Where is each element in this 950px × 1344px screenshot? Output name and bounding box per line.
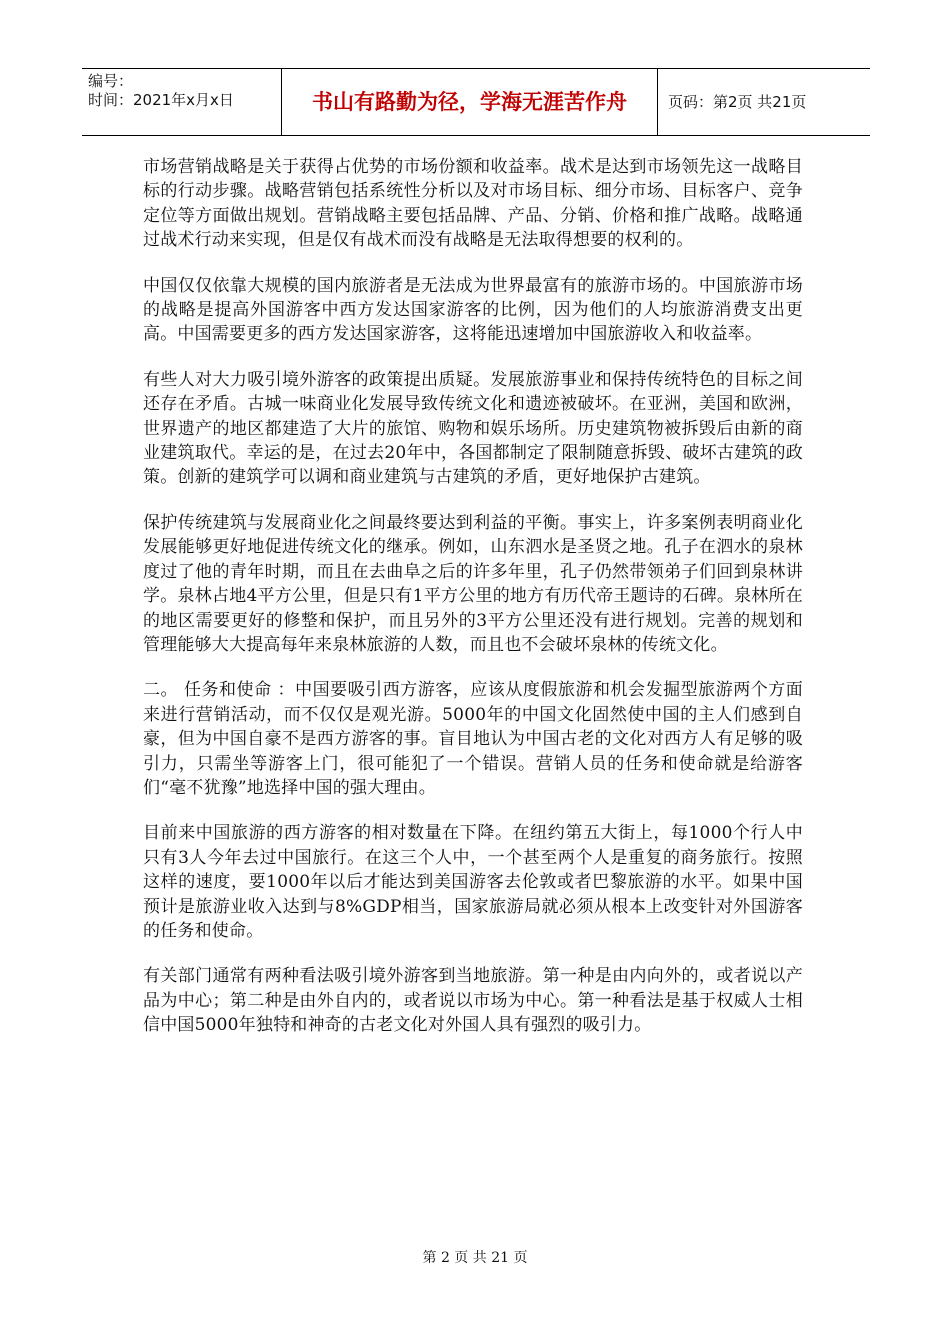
paragraph-heritage-balance: 保护传统建筑与发展商业化之间最终要达到利益的平衡。事实上，许多案例表明商业化发展能够更好地促进传统文化的继承。例如，山东泗水是圣贤之地。孔子在泗水的泉林度过了他的青年时期，而且在去曲阜之后的许多年里，孔子仍然带领弟子们回到泉林讲学。泉林占地4平方公里，但是只有1平方公里的地方有历代帝王题诗的石碑。泉林所在的地区需要更好的修整和保护，而且另外的3平方公里还没有进行规划。完善的规划和管理能够大大提高每年来泉林旅游的人数，而且也不会破坏泉林的传统文化。	[143, 512, 803, 655]
document-time-label: 时间：2021年x月x日	[88, 91, 234, 109]
paragraph-china-tourism-strategy: 中国仅仅依靠大规模的国内旅游者是无法成为世界最富有的旅游市场的。中国旅游市场的战略是提高外国游客中西方发达国家游客的比例，因为他们的人均旅游消费支出更高。中国需要更多的西方发达国家游客，这将能迅速增加中国旅游收入和收益率。	[143, 275, 803, 345]
paragraph-western-visitors: 目前来中国旅游的西方游客的相对数量在下降。在纽约第五大街上，每1000个行人中只有3人今年去过中国旅行。在这三个人中，一个甚至两个人是重复的商务旅行。按照这样的速度，要1000年以后才能达到美国游客去伦敦或者巴黎旅游的水平。如果中国预计是旅游业收入达到与8%GDP相当，国家旅游局就必须从根本上改变针对外国游客的任务和使命。	[143, 823, 803, 941]
header-motto: 书山有路勤为径，学海无涯苦作舟	[282, 69, 658, 135]
document-body	[143, 155, 803, 1059]
page-header	[82, 68, 870, 136]
paragraph-policy-questions: 有些人对大力吸引境外游客的政策提出质疑。发展旅游事业和保持传统特色的目标之间还存在矛盾。古城一味商业化发展导致传统文化和遗迹被破坏。在亚洲，美国和欧洲，世界遗产的地区都建造了大片的旅馆、购物和娱乐场所。历史建筑物被拆毁后由新的商业建筑取代。幸运的是，在过去20年中，各国都制定了限制随意拆毁、破坏古建筑的政策。创新的建筑学可以调和商业建筑与古建筑的矛盾，更好地保护古建筑。	[143, 369, 803, 488]
page-footer: 第 2 页 共 21 页	[422, 1250, 528, 1266]
header-page-info: 页码：第2页 共21页	[668, 93, 807, 111]
header-meta	[82, 69, 282, 135]
document-number-label: 编号：	[88, 72, 134, 90]
paragraph-task-and-mission: 二。 任务和使命 ：中国要吸引西方游客，应该从度假旅游和机会发掘型旅游两个方面来进行营销活动，而不仅仅是观光游。5000年的中国文化固然使中国的主人们感到自豪，但为中国自豪不是西方游客的事。盲目地认为中国古老的文化对西方人有足够的吸引力，只需坐等游客上门，很可能犯了一个错误。营销人员的任务和使命就是给游客们“毫不犹豫”地选择中国的强大理由。	[143, 680, 803, 798]
paragraph-marketing-strategy: 市场营销战略是关于获得占优势的市场份额和收益率。战术是达到市场领先这一战略目标的行动步骤。战略营销包括系统性分析以及对市场目标、细分市场、目标客户、竞争定位等方面做出规划。营销战略主要包括品牌、产品、分销、价格和推广战略。战略通过战术行动来实现，但是仅有战术而没有战略是无法取得想要的权利的。	[143, 157, 803, 251]
paragraph-two-views: 有关部门通常有两种看法吸引境外游客到当地旅游。第一种是由内向外的，或者说以产品为中心；第二种是由外自内的，或者说以市场为中心。第一种看法是基于权威人士相信中国5000年独特和神奇的古老文化对外国人具有强烈的吸引力。	[143, 966, 803, 1036]
